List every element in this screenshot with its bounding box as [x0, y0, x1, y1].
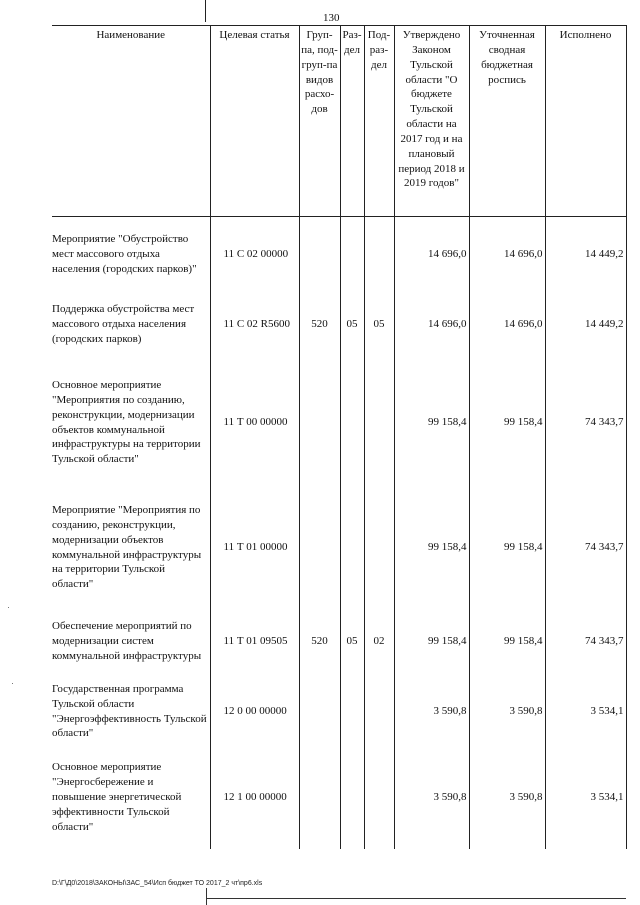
row-name: Мероприятие "Мероприятия по созданию, реконструкции, модернизации объектов коммунальной инфраструктуры на территории Тульской области": [52, 503, 202, 591]
row-approved: 14 696,0: [394, 293, 469, 357]
row-expense-group: [299, 489, 340, 607]
header-executed: Исполнено: [545, 26, 626, 217]
page-number: 130: [323, 12, 340, 24]
table-row: [52, 747, 626, 849]
row-expense-group: [299, 677, 340, 747]
row-refined: 99 158,4: [469, 607, 545, 677]
row-name: Государственная программа Тульской области "Энергоэффективность Тульской области": [52, 682, 207, 740]
row-executed: 3 534,1: [545, 747, 626, 849]
table-row: [52, 489, 626, 607]
row-refined: 3 590,8: [469, 747, 545, 849]
header-name: Наименование: [52, 26, 210, 217]
row-expense-group: 520: [299, 293, 340, 357]
row-target-article: 11 Т 01 09505: [210, 607, 299, 677]
row-section: 05: [340, 607, 364, 677]
header-refined: Уточненная сводная бюджетная роспись: [469, 26, 545, 217]
file-path-footer: D:\Г\Д0\2018\ЗАКОНЫ\ЗАС_54\Исп бюджет ТО 2017_2 чт\пр6.xls: [52, 880, 263, 887]
scan-margin-line: [206, 888, 207, 905]
row-refined: 14 696,0: [469, 293, 545, 357]
row-approved: 3 590,8: [394, 747, 469, 849]
table-header-row: [52, 26, 626, 217]
row-section: 05: [340, 293, 364, 357]
row-target-article: 11 С 02 R5600: [210, 293, 299, 357]
row-executed: 3 534,1: [545, 677, 626, 747]
row-subsection: [364, 489, 394, 607]
row-section: [340, 747, 364, 849]
row-expense-group: [299, 747, 340, 849]
row-section: [340, 217, 364, 293]
row-executed: 74 343,7: [545, 357, 626, 489]
row-refined: 14 696,0: [469, 217, 545, 293]
table-row: [52, 293, 626, 357]
row-subsection: [364, 677, 394, 747]
table-row: [52, 357, 626, 489]
row-section: [340, 677, 364, 747]
row-approved: 99 158,4: [394, 607, 469, 677]
row-refined: 3 590,8: [469, 677, 545, 747]
row-section: [340, 357, 364, 489]
budget-table: [52, 25, 627, 849]
row-target-article: 11 Т 00 00000: [210, 357, 299, 489]
row-subsection: [364, 747, 394, 849]
row-refined: 99 158,4: [469, 357, 545, 489]
scan-bottom-edge: [206, 898, 626, 899]
row-executed: 74 343,7: [545, 607, 626, 677]
row-subsection: [364, 357, 394, 489]
row-target-article: 11 С 02 00000: [210, 217, 299, 293]
scan-mark: [8, 607, 9, 608]
row-subsection: 02: [364, 607, 394, 677]
row-refined: 99 158,4: [469, 489, 545, 607]
row-section: [340, 489, 364, 607]
header-section: Раз-дел: [340, 26, 364, 217]
table-row: [52, 217, 626, 293]
row-subsection: [364, 217, 394, 293]
scan-mark: [12, 683, 13, 684]
row-target-article: 12 1 00 00000: [210, 747, 299, 849]
header-expense-group: Груп-па, под-груп-па видов расхо-дов: [299, 26, 340, 217]
header-target-article: Целевая статья: [210, 26, 299, 217]
row-name: Обеспечение мероприятий по модернизации систем коммунальной инфраструктуры: [52, 620, 202, 662]
row-executed: 14 449,2: [545, 217, 626, 293]
row-target-article: 11 Т 01 00000: [210, 489, 299, 607]
row-approved: 99 158,4: [394, 357, 469, 489]
header-approved: Утверждено Законом Тульской области "О бюджете Тульской области на 2017 год и на плановый период 2018 и 2019 годов": [394, 26, 469, 217]
table-row: [52, 607, 626, 677]
row-approved: 99 158,4: [394, 489, 469, 607]
row-name: Поддержка обустройства мест массового отдыха населения (городских парков): [52, 303, 195, 345]
row-executed: 14 449,2: [545, 293, 626, 357]
row-approved: 3 590,8: [394, 677, 469, 747]
scan-margin-line: [205, 0, 206, 22]
row-executed: 74 343,7: [545, 489, 626, 607]
row-name: Основное мероприятие "Энергосбережение и повышение энергетической эффективности Тульской области": [52, 761, 182, 833]
table-row: [52, 677, 626, 747]
header-subsection: Под-раз-дел: [364, 26, 394, 217]
row-expense-group: [299, 217, 340, 293]
row-target-article: 12 0 00 00000: [210, 677, 299, 747]
row-subsection: 05: [364, 293, 394, 357]
row-name: Основное мероприятие "Мероприятия по созданию, реконструкции, модернизации объектов коммунальной инфраструктуры на территории Тульской области": [52, 378, 201, 466]
row-approved: 14 696,0: [394, 217, 469, 293]
row-expense-group: 520: [299, 607, 340, 677]
row-name: Мероприятие "Обустройство мест массового отдыха населения (городских парков)": [52, 233, 197, 276]
row-expense-group: [299, 357, 340, 489]
